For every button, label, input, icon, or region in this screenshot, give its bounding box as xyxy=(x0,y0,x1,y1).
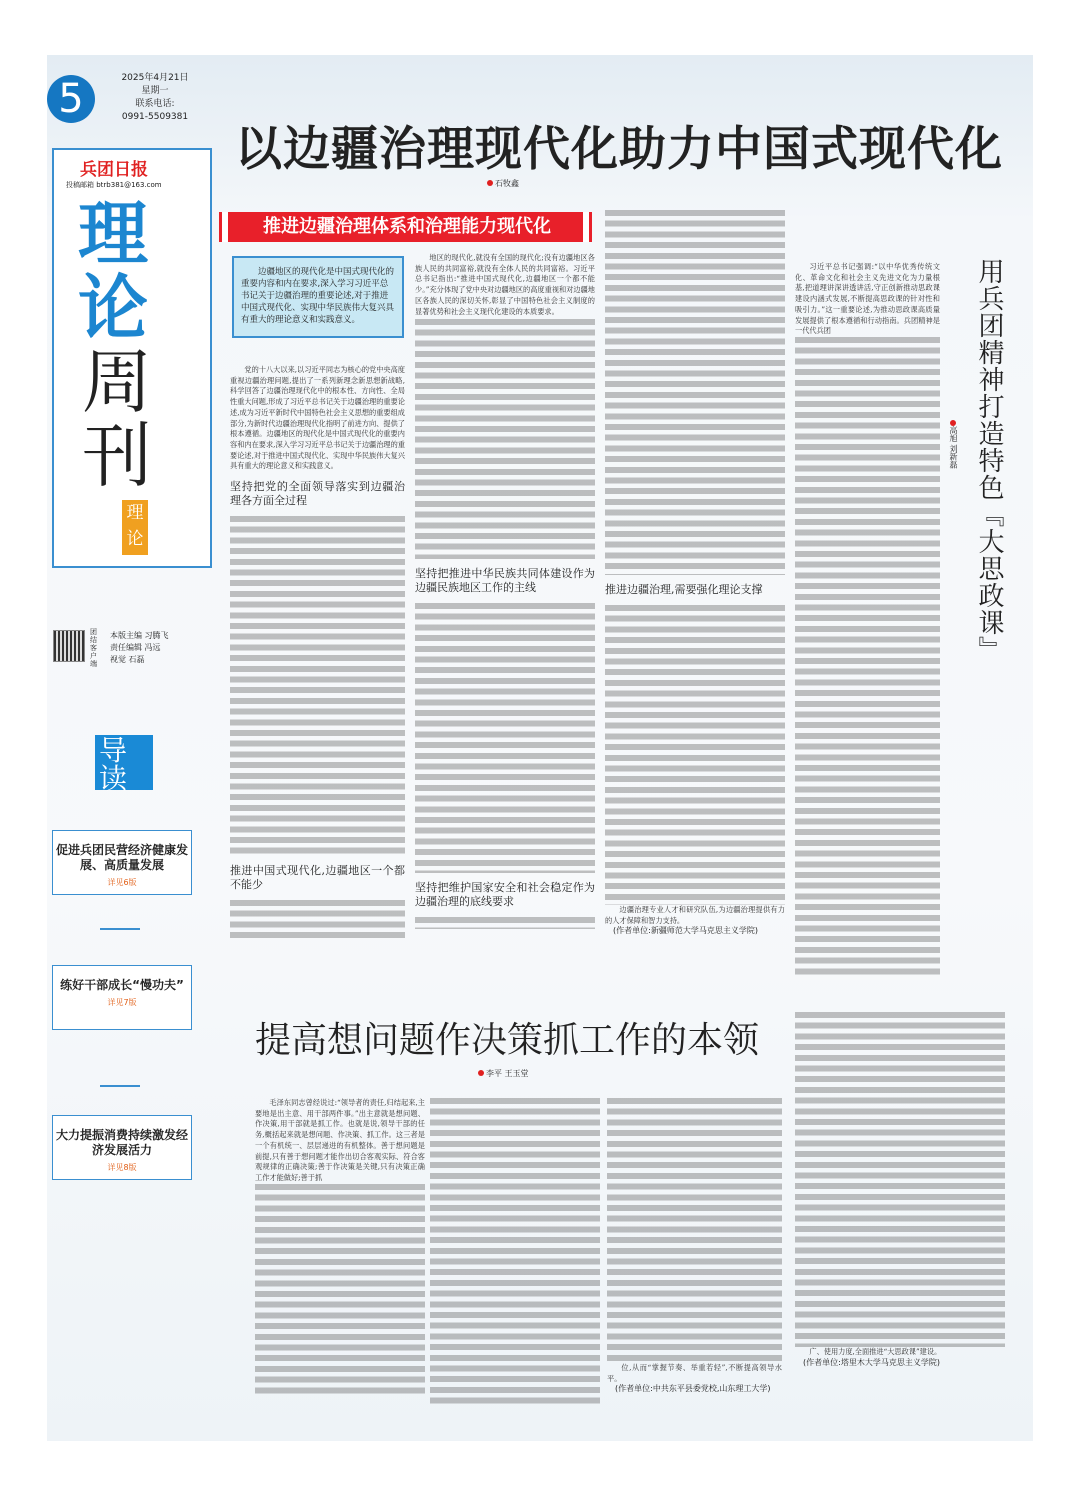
article-column xyxy=(230,365,405,997)
article-column xyxy=(795,262,940,1012)
duty-editor: 责任编辑 冯远 xyxy=(110,643,161,652)
body-text xyxy=(415,319,595,559)
date-info xyxy=(110,72,200,124)
intro-box: 边疆地区的现代化是中国式现代化的重要内容和内在要求,深入学习习近平总书记关于边疆治理的重要论述,对于推进中国式现代化、实现中华民族伟大复兴具有重大的理论意义和实践意义。 xyxy=(232,256,404,338)
date: 2025年4月21日 xyxy=(121,73,189,83)
subheading: 推进中国式现代化,边疆地区一个都不能少 xyxy=(230,864,405,892)
author-affiliation: (作者单位:塔里木大学马克思主义学院) xyxy=(803,1357,940,1367)
guide-page: 详见7版 xyxy=(107,998,137,1007)
dot-icon xyxy=(487,180,493,186)
staff-credits xyxy=(110,630,169,666)
section-banner: 推进边疆治理体系和治理能力现代化 xyxy=(228,212,583,242)
body-text xyxy=(430,1098,600,1408)
section-char: 理 xyxy=(78,192,148,275)
section-char: 周 xyxy=(82,341,152,423)
guide-title: 大力提振消费持续激发经济发展活力 xyxy=(55,1128,188,1157)
byline xyxy=(478,1068,529,1079)
submission-email: 投稿邮箱 btrb381@163.com xyxy=(66,181,162,189)
headline: 以边疆治理现代化助力中国式现代化 xyxy=(235,122,1003,177)
weekday: 星期一 xyxy=(141,86,169,96)
section-char: 刊 xyxy=(82,415,152,497)
author-affiliation: (作者单位:新疆师范大学马克思主义学院) xyxy=(613,926,758,936)
guide-page: 详见6版 xyxy=(107,878,137,887)
byline-name: 李平 王玉堂 xyxy=(486,1069,529,1078)
article-column xyxy=(255,1098,425,1408)
paragraph: 习近平总书记强调:“以中华优秀传统文化、革命文化和社会主义先进文化为力量根基,把道理讲深讲透讲活,守正创新推动思政课建设内涵式发展,不断提高思政课的针对性和吸引力。”这一重要论述,为推动思政课高质量发展提供了根本遵循和行动指南。兵团精神是一代代兵团 xyxy=(795,262,940,336)
paragraph: 广、使用力度,全面推进“大思政课”建设。 xyxy=(809,1347,942,1356)
headline-vertical: 用兵团精神打造特色『大思政课』 xyxy=(974,258,1004,663)
paragraph: 位,从而“掌握节奏、举重若轻”,不断提高领导水平。 xyxy=(607,1363,782,1383)
subheading: 坚持把推进中华民族共同体建设作为边疆民族地区工作的主线 xyxy=(415,567,595,595)
page-number: 5 xyxy=(47,75,95,123)
visual-editor: 视觉 石磊 xyxy=(110,655,145,664)
byline-name: 石牧鑫 xyxy=(495,179,519,188)
article-column xyxy=(795,1012,1005,1382)
article-column xyxy=(607,1098,782,1408)
body-text xyxy=(795,1012,1005,1347)
contact-label: 联系电话: xyxy=(135,99,175,109)
byline-name: 高旭 刘新磊 xyxy=(949,426,958,469)
chevron-down-icon xyxy=(100,918,140,930)
body-text xyxy=(607,1098,782,1363)
guide-item[interactable] xyxy=(52,830,192,895)
byline xyxy=(487,178,519,189)
guide-title: 促进兵团民营经济健康发展、高质量发展 xyxy=(55,843,188,872)
paragraph: 边疆治理专业人才和研究队伍,为边疆治理提供有力的人才保障和智力支持。 xyxy=(605,905,785,925)
paper-logo: 兵团日报 xyxy=(80,160,148,180)
body-text xyxy=(605,605,785,905)
author-affiliation: (作者单位:中共东平县委党校,山东理工大学) xyxy=(615,1384,771,1394)
body-text xyxy=(605,210,785,575)
article-column xyxy=(415,253,595,997)
body-text xyxy=(255,1184,425,1394)
guide-item[interactable] xyxy=(52,1115,192,1180)
subheading: 坚持把维护国家安全和社会稳定作为边疆治理的底线要求 xyxy=(415,881,595,909)
paragraph: 党的十八大以来,以习近平同志为核心的党中央高度重视边疆治理问题,提出了一系列新理念新思想新战略,科学回答了边疆治理现代化中的根本性、方向性、全局性重大问题,形成了习近平总书记关于边疆治理的重要论述,成为习近平新时代中国特色社会主义思想的重要组成部分,为新时代边疆治理现代化指明了前进方向、提供了根本遵循。边疆地区的现代化是中国式现代化的重要内容和内在要求,深入学习习近平总书记关于边疆治理的重要论述,对于推进中国式现代化、实现中华民族伟大复兴具有重大的理论意义和实践意义。 xyxy=(230,365,405,471)
subheading: 推进边疆治理,需要强化理论支撑 xyxy=(605,583,763,596)
article-column xyxy=(605,210,785,970)
body-text xyxy=(230,516,405,856)
guide-page: 详见8版 xyxy=(107,1163,137,1172)
subheading: 坚持把党的全面领导落实到边疆治理各方面全过程 xyxy=(230,480,405,508)
body-text xyxy=(415,917,595,929)
body-text xyxy=(230,900,405,940)
dot-icon xyxy=(478,1070,484,1076)
chevron-down-icon xyxy=(100,1075,140,1087)
headline: 提高想问题作决策抓工作的本领 xyxy=(255,1020,760,1061)
qr-label: 团结客户端 xyxy=(90,628,97,668)
byline xyxy=(948,420,959,469)
chief-editor: 本版主编 习腾飞 xyxy=(110,631,169,640)
section-char: 论 xyxy=(78,266,148,349)
phone: 0991-5509381 xyxy=(121,112,189,122)
qr-code[interactable] xyxy=(53,630,85,662)
body-text xyxy=(795,337,940,977)
body-text xyxy=(415,603,595,873)
guide-title: 练好干部成长“慢功夫” xyxy=(60,978,184,992)
guide-label: 导读 xyxy=(95,735,153,790)
section-tag: 理论 xyxy=(122,500,148,555)
paragraph: 毛泽东同志曾经说过:“领导者的责任,归结起来,主要地是出主意、用干部两件事。”出主意就是想问题、作决策,用干部就是抓工作。也就是说,领导干部的任务,概括起来就是想问题、作决策、抓工作。这三者是一个有机统一、层层递进的有机整体。善于想问题是前提,只有善于想问题才能作出切合客观实际、符合客观规律的正确决策;善于作决策是关键,只有决策正确工作才能做好;善于抓 xyxy=(255,1098,425,1182)
guide-item[interactable] xyxy=(52,965,192,1030)
paragraph: 地区的现代化,就没有全国的现代化;没有边疆地区各族人民的共同富裕,就没有全体人民的共同富裕。习近平总书记指出:“推进中国式现代化,边疆地区一个都不能少。”充分体现了党中央对边疆地区的高度重视和对边疆地区各族人民的深切关怀,彰显了中国特色社会主义制度的显著优势和社会主义现代化建设的本质要求。 xyxy=(415,253,595,316)
